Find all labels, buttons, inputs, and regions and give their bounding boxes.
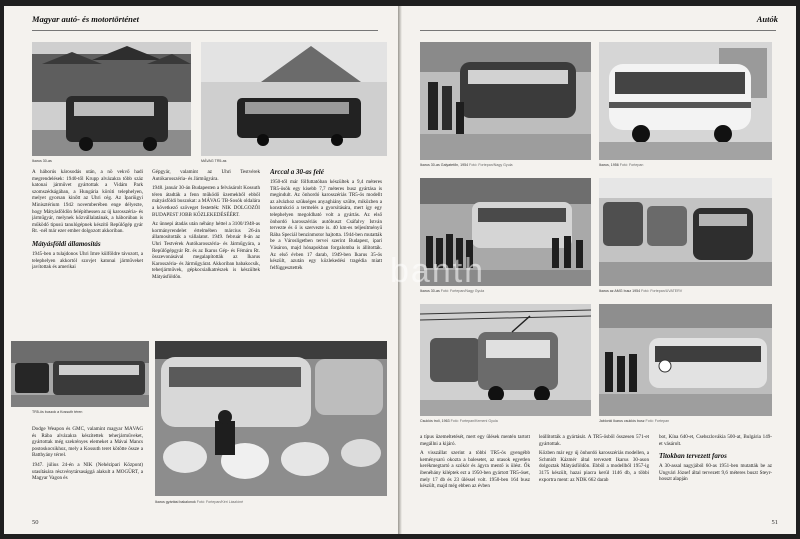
caption-jablonki-credit: Fotó: Fortepan bbox=[645, 419, 670, 423]
left-col1-paragraph: Dodge Weapon és GMC, valamint magyar MÁVAG és Rába alvázakra készítettek teherjárműveket, gyártottak még szekrényes elemeket a Mávai Mancs postoskocsikhoz, mely a Kossuth teret kötötte össze a Batthyány térrel. bbox=[32, 426, 143, 459]
photo-ikarus-1956 bbox=[599, 42, 772, 160]
caption-trolley-text: Csuklós troli, 1963 bbox=[420, 419, 450, 423]
left-col1-paragraph: A háborús károsodás után, a nö vekvő hadi megrendelések: 1940-től Krupp alvázakra több száz katonai járművet gyártottak a Vidám Park szomszédságában, a Hungária körúti telephelyen, melyet gyorsan kinőtt az Uhri cég. Az Ipariügyi Minisztérium 1942 novemberében enge délyezte, hogy Mátyásföldön felépíthessen az új karosszéria- és járműgyár, melynek közvállalatának, a háborúban is működő tipusú tanulógépnek készítő Repülőgép gyár Rt. -nél már ezer ember dolgozott akkoriban. bbox=[32, 169, 143, 235]
photo-csuklos-troli-1963 bbox=[420, 304, 591, 416]
photo-ikarus-factory bbox=[155, 341, 387, 496]
caption-jablonki-text: Jablonki Ikarus csuklós busz bbox=[599, 419, 645, 423]
left-column-2 bbox=[152, 169, 260, 337]
caption-ikarus-amg-text: Ikarus az AMG busz 1954 bbox=[599, 289, 641, 293]
caption-galyateto-credit: Fotó: Fortepan/Nagy Gyula bbox=[469, 163, 513, 167]
caption-galyateto-text: Ikarus 30-as Galyatetőn, 1954 bbox=[420, 163, 469, 167]
left-col3-heading: Arccal a 30-as felé bbox=[270, 168, 324, 176]
left-column-3 bbox=[270, 163, 382, 337]
left-col2-paragraph: Az ünnepi átadás után néhány héttel a 3100/1948-as kormányrendelet értelmében március 26-án államosították a vállalatot. 1949. február 8-án az Uhri Testvérek Autókarosszéria- és Járműgyára, a Repülőgépgyár Rt. és az Ikarus Gép- és Fémáru Rt. összevonásával megalapították az Ikarus Karosszéria- és Járműgyárat. Akkoriban babakocsik, teherjárművek, gépkocsialkatrészek is készültek Mátyásföldön. bbox=[152, 221, 260, 280]
right-col3-paragraph: bot, Kína 640-et, Csehszlovákia 500-at, Bulgária 149-et vásárolt. bbox=[659, 434, 772, 447]
photo-ikarus-30-gate bbox=[32, 42, 191, 156]
caption-mavag: MÁVAG TR5-as bbox=[201, 159, 227, 163]
photo-galyateto-1954 bbox=[420, 42, 591, 160]
caption-tr5-kossuth: TR5-ös buszok a Kossuth téren bbox=[32, 410, 83, 414]
right-col1-paragraph: A visszállat szerint a többi TR5-ös gyengébb keménysarú okozta a balesetet, az utasok egyetlen kerékmegtartó a szókór és ágyra mentő is ülést. Ők ibenéhány kiléptek ezt a 1950-ben gyártott TR5-öset, mely 17 db és 23 üléssel volt. 1950-ben 164 busz készült, majd még ebben az évben bbox=[420, 450, 530, 490]
left-col1-heading: Mátyásföldi államosítás bbox=[32, 239, 101, 248]
left-column-1 bbox=[32, 169, 143, 337]
caption-ikarus-factory bbox=[155, 500, 243, 504]
caption-ikarus-factory-credit: Fotó: Fortepan/Kéri Lászlóné bbox=[196, 500, 244, 504]
photo-ikarus-amg-1954 bbox=[599, 178, 772, 286]
caption-trolley-credit: Fotó: Fortepan/Kemeni Gyula bbox=[450, 419, 498, 423]
left-col2-paragraph: Gépgyár, valamint az Uhri Testvérek Autókarosszéria- és Járműgyára. bbox=[152, 169, 260, 182]
right-column-1 bbox=[420, 434, 530, 520]
caption-ikarus-1956-credit: Fotó: Fortepan bbox=[619, 163, 644, 167]
right-column-2 bbox=[539, 434, 649, 520]
right-col1-paragraph: a típus üzemeltetését, mert egy ülések mentén tartott megállni a kijáró. bbox=[420, 434, 530, 447]
right-running-header: Autók bbox=[756, 14, 778, 24]
left-column-1-continued bbox=[32, 426, 143, 516]
right-header-rule bbox=[420, 30, 776, 31]
right-col3-paragraph: A 30-assal nagyjából 60-as 1951-ben mutatták be az Ungvári József által tervezett 9,6 méteres buszt Steyr-hosszt alapján bbox=[659, 463, 772, 483]
caption-trolley bbox=[420, 419, 498, 423]
caption-ikarus30-crowd-credit: Fotó: Fortepan/Nagy Gyula bbox=[440, 289, 485, 293]
caption-ikarus-factory-text: Ikarus gyártási bakalonok bbox=[155, 500, 196, 504]
photo-jablonki-csuklos bbox=[599, 304, 772, 416]
left-running-header: Magyar autó- és motortörténet bbox=[32, 14, 139, 24]
left-page bbox=[4, 6, 398, 534]
left-col1-paragraph: 1945-ben a tulajdonos Uhri Imre külföldre távozott, a telephelyen akkortól szovjet katonai járműveket javítottak és amerikai bbox=[32, 250, 143, 271]
right-col2-paragraph: leállították a gyártását. A TR5-ösből összesen 571-et gyártottak. bbox=[539, 434, 649, 447]
caption-ikarus-1956 bbox=[599, 163, 643, 167]
right-column-3 bbox=[659, 434, 772, 520]
left-header-rule bbox=[32, 30, 378, 31]
right-page-number: 51 bbox=[771, 519, 778, 526]
caption-ikarus30: Ikarus 30-as bbox=[32, 159, 52, 163]
right-col2-paragraph: Közben már egy új önhordó karosszériás modellen, a Schmidt Kázmér által tervezett Ikarus 30-ason dolgoztak Mátyásföldön. Ebből a modellből 1957-ig 3175 készült, hazai piacra kerül 1146 db, a többi exportra ment: az NDK 662 darab bbox=[539, 450, 649, 483]
caption-ikarus-amg bbox=[599, 289, 682, 293]
caption-ikarus-amg-credit: Fotó: Fortepan/UVATERV bbox=[641, 289, 683, 293]
left-page-number: 50 bbox=[32, 519, 39, 526]
left-col1-paragraph: 1947. július 24-én a NIK (Nehézipari Központ) utasítására részvénytársasággá alakult a MOGÜRT, a Magyar Vagon és bbox=[32, 461, 143, 482]
caption-ikarus-1956-text: Ikarus, 1956 bbox=[599, 163, 619, 167]
photo-mavag-tr5 bbox=[201, 42, 387, 156]
watermark: banth bbox=[390, 252, 486, 290]
photo-tr5-kossuth bbox=[11, 341, 149, 407]
caption-ikarus30-crowd-text: Ikarus 30-as bbox=[420, 289, 440, 293]
left-col2-paragraph: 1948. január 30-án Budapesten a felvásárolt Kossuth téren átadták a fenn működő üzemekből ebből mátyásföldi buszokat: a MÁVAG TB-Sosók oldalára a következő szöveget festették: NIK DOLGOZÓI BUDAPEST JOBB KÖZLEKEDÉSÉÉRT. bbox=[152, 185, 260, 218]
left-col3-paragraph: 1950-től már fölfuttatóban készültek a 9,4 méteres TR5-ösök egy kisebb 7,7 méteres busz gyártása is megindult. Az önhordó karosszériás TR5-ös modellt az alvázhoz szükséges anyaghiány szülte, miközben a konstrukció a termelés a gyorsítására, mert így egy telephelyen megoldható volt a gyártás. Az első önhordó karosszériás autóbuszt Csáfalvy István tervezte és ő is szervezte is. 40 km-es teljesítményű Rába Speciál benzinmotor hajtotta. 1944-ben mutatták be a Városligetben tervei szerint Budapest, ipari Vásáron, majd hónapokban forgalomba is állították. Az első évben 17 darab, 1949-ben Ikarus 35-ös készült, azután egy közlekedési tragédia miatt felfüggesztették bbox=[270, 179, 382, 271]
right-col3-heading: Titokban tervezett faros bbox=[659, 452, 727, 461]
caption-jablonki bbox=[599, 419, 669, 423]
caption-galyateto bbox=[420, 163, 513, 167]
